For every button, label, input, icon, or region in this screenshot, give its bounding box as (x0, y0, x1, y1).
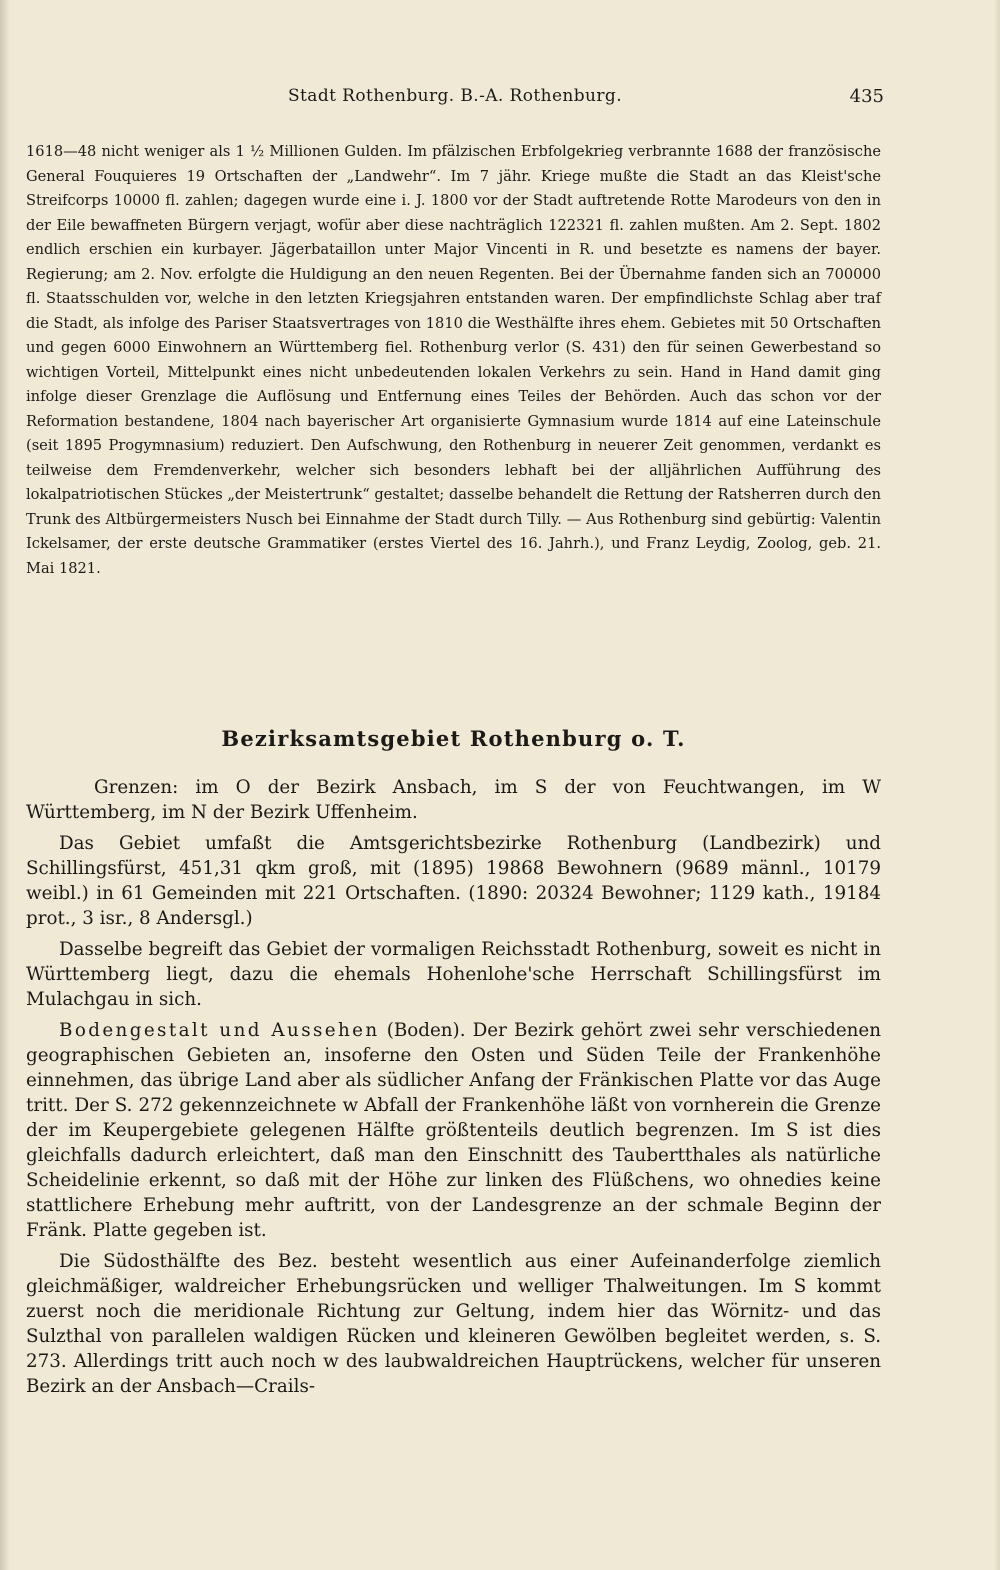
district-text-block (26, 775, 881, 1405)
page-edge-shadow-right (994, 0, 1000, 1570)
running-head (26, 86, 884, 116)
terrain-lead-term: Bodengestalt und Aussehen (59, 1020, 380, 1041)
running-title: Stadt Rothenburg. B.-A. Rothenburg. (288, 86, 622, 106)
terrain-text: (Boden). Der Bezirk gehört zwei sehr verschiedenen geographischen Gebieten an, insoferne den Osten und Süden Teile der Frankenhöhe einnehmen, das übrige Land aber als südlicher Anfang der Fränkischen Platte vor das Auge tritt. Der S. 272 gekennzeichnete w Abfall der Frankenhöhe läßt von vornherein die Grenze der im Keupergebiete gelegenen Hälfte größtenteils deutlich begrenzen. Im S ist dies gleichfalls dadurch erleichtert, daß man den Einschnitt des Taubertthales als natürliche Scheidelinie erkennt, so daß mit der Höhe zur linken des Flüßchens, wo ohnedies keine stattlichere Erhebung mehr auftritt, von der Landesgrenze an der schmale Beginn der Fränk. Platte gegeben ist. (26, 1020, 881, 1241)
section-heading: Bezirksamtsgebiet Rothenburg o. T. (221, 726, 686, 751)
territory-paragraph: Dasselbe begreift das Gebiet der vormaligen Reichsstadt Rothenburg, soweit es nicht in Württemberg liegt, dazu die ehemals Hohenlohe'sche Herrschaft Schillingsfürst im Mulachgau in sich. (26, 939, 881, 1010)
history-paragraph: 1618—48 nicht weniger als 1 ½ Millionen Gulden. Im pfälzischen Erbfolgekrieg verbrannte 1688 der französische General Fouquieres 19 Ortschaften der „Landwehr“. Im 7 jähr. Kriege mußte die Stadt an das Kleist'sche Streifcorps 10000 fl. zahlen; dagegen wurde eine i. J. 1800 vor der Stadt auftretende Rotte Marodeurs von den in der Eile bewaffneten Bürgern verjagt, wofür aber diese nachträglich 122321 fl. zahlen mußten. Am 2. Sept. 1802 endlich erschien ein kurbayer. Jägerbataillon unter Major Vincenti in R. und besetzte es namens der bayer. Regierung; am 2. Nov. erfolgte die Huldigung an den neuen Regenten. Bei der Übernahme fanden sich an 700000 fl. Staatsschulden vor, welche in den letzten Kriegsjahren entstanden waren. Der empfindlichste Schlag aber traf die Stadt, als infolge des Pariser Staatsvertrages von 1810 die Westhälfte ihres ehem. Gebietes mit 50 Ortschaften und gegen 6000 Einwohnern an Württemberg fiel. Rothenburg verlor (S. 431) den für seinen Gewerbestand so wichtigen Vorteil, Mittelpunkt eines nicht unbedeutenden lokalen Verkehrs zu sein. Hand in Hand damit ging infolge dieser Grenzlage die Auflösung und Entfernung eines Teiles der Behörden. Auch das schon vor der Reformation bestandene, 1804 nach bayerischer Art organisierte Gymnasium wurde 1814 auf eine Lateinschule (seit 1895 Progymnasium) reduziert. Den Aufschwung, den Rothenburg in neuerer Zeit genommen, verdankt es teilweise dem Fremdenverkehr, welcher sich besonders lebhaft bei der alljährlichen Aufführung des lokalpatriotischen Stückes „der Meistertrunk“ gestaltet; dasselbe behandelt die Rettung der Ratsherren durch den Trunk des Altbürgermeisters Nusch bei Einnahme der Stadt durch Tilly. — Aus Rothenburg sind gebürtig: Valentin Ickelsamer, der erste deutsche Grammatiker (erstes Viertel des 16. Jahrh.), und Franz Leydig, Zoolog, geb. 21. Mai 1821. (26, 143, 881, 577)
page-edge-shadow (0, 0, 10, 1570)
terrain-paragraph (26, 1018, 881, 1243)
history-text-block (26, 140, 881, 581)
area-paragraph: Das Gebiet umfaßt die Amtsgerichtsbezirke Rothenburg (Landbezirk) und Schillingsfürst, 451,31 qkm groß, mit (1895) 19868 Bewohnern (9689 männl., 10179 weibl.) in 61 Gemeinden mit 221 Ortschaften. (1890: 20324 Bewohner; 1129 kath., 19184 prot., 3 isr., 8 Andersgl.) (26, 833, 881, 929)
borders-paragraph: Grenzen: im O der Bezirk Ansbach, im S der von Feuchtwangen, im W Württemberg, im N der Bezirk Uffenheim. (26, 777, 881, 823)
page-number: 435 (849, 86, 884, 107)
southeast-paragraph: Die Südosthälfte des Bez. besteht wesentlich aus einer Aufeinanderfolge ziemlich gleichmäßiger, waldreicher Erhebungsrücken und welliger Thalweitungen. Im S kommt zuerst noch die meridionale Richtung zur Geltung, indem hier das Wörnitz- und das Sulzthal von parallelen waldigen Rücken und kleineren Gewölben begleitet werden, s. S. 273. Allerdings tritt auch noch w des laubwaldreichen Hauptrückens, welcher für unseren Bezirk an der Ansbach—Crails- (26, 1251, 881, 1397)
